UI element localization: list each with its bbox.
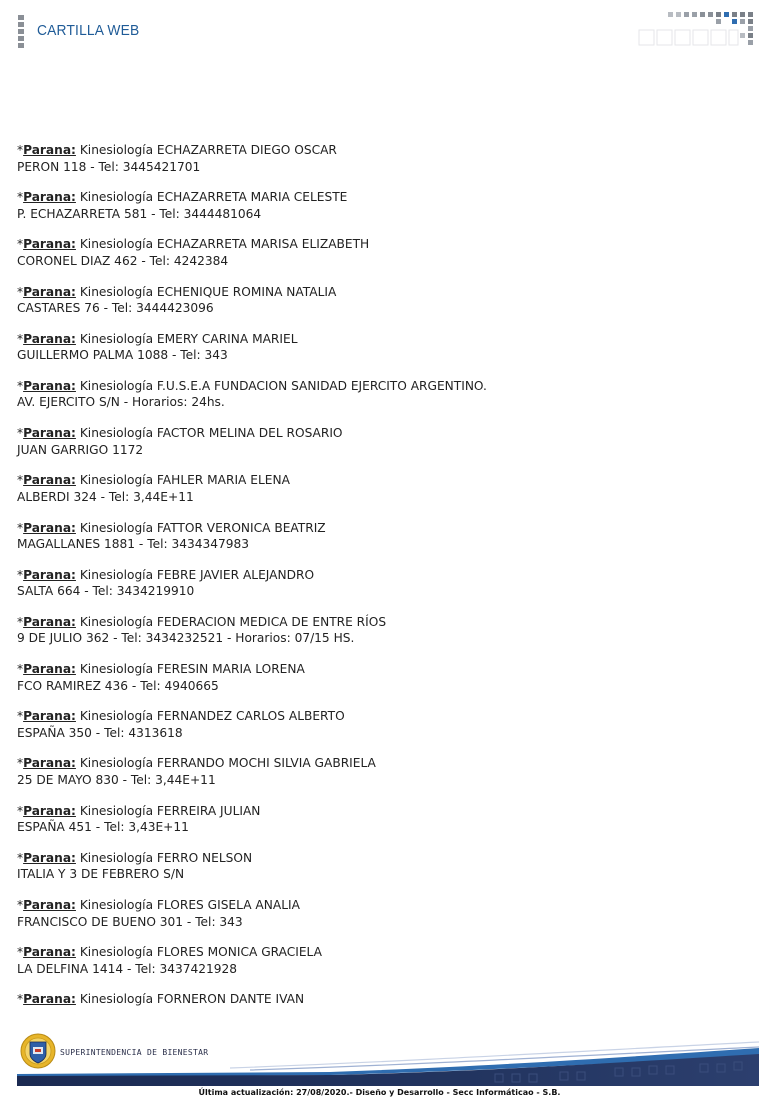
provider-address: 9 DE JULIO 362 - Tel: 3434232521 - Horarios: 07/15 HS. — [17, 631, 355, 646]
provider-address: AV. EJERCITO S/N - Horarios: 24hs. — [17, 395, 225, 410]
provider-name: FATTOR VERONICA BEATRIZ — [156, 520, 326, 535]
provider-city: Parana: — [23, 850, 76, 865]
provider-name: FERESIN MARIA LORENA — [156, 662, 305, 677]
provider-address: JUAN GARRIGO 1172 — [17, 442, 144, 457]
entry-marker: * — [17, 190, 24, 205]
provider-specialty: Kinesiología — [79, 378, 154, 393]
provider-entry — [17, 142, 737, 189]
provider-name: ECHAZARRETA MARISA ELIZABETH — [156, 237, 370, 252]
provider-entry — [17, 944, 737, 991]
provider-name: FLORES GISELA ANALIA — [156, 898, 300, 912]
provider-name: EMERY CARINA MARIEL — [156, 331, 298, 346]
provider-specialty: Kinesiología — [79, 898, 154, 912]
provider-heading — [17, 944, 737, 961]
provider-entry — [17, 472, 737, 519]
provider-city: Parana: — [23, 803, 76, 818]
entry-marker: * — [17, 992, 24, 1007]
provider-heading — [17, 520, 737, 537]
provider-specialty: Kinesiología — [79, 756, 154, 771]
provider-name: FEDERACION MEDICA DE ENTRE RÍOS — [156, 614, 387, 629]
provider-heading — [17, 755, 737, 772]
entry-marker: * — [17, 803, 24, 818]
provider-address: 25 DE MAYO 830 - Tel: 3,44E+11 — [17, 772, 216, 787]
provider-specialty: Kinesiología — [79, 473, 154, 488]
provider-entry — [17, 236, 737, 283]
provider-city: Parana: — [23, 378, 76, 393]
provider-heading — [17, 708, 737, 725]
provider-address: PERON 118 - Tel: 3445421701 — [17, 159, 201, 174]
provider-entry — [17, 378, 737, 425]
provider-heading — [17, 661, 737, 678]
entry-marker: * — [17, 378, 24, 393]
provider-heading — [17, 803, 737, 820]
provider-heading — [17, 897, 737, 914]
provider-city: Parana: — [23, 426, 76, 441]
provider-city: Parana: — [23, 709, 76, 724]
provider-address: FRANCISCO DE BUENO 301 - Tel: 343 — [17, 914, 243, 929]
provider-list — [17, 142, 737, 1039]
entry-marker: * — [17, 237, 24, 252]
provider-city: Parana: — [23, 898, 76, 912]
provider-heading — [17, 378, 737, 395]
provider-address: GUILLERMO PALMA 1088 - Tel: 343 — [17, 348, 228, 363]
provider-specialty: Kinesiología — [79, 992, 154, 1007]
last-updated-note: Última actualización: 27/08/2020.- Diseño y Desarrollo - Secc Informáticao - S.B. — [198, 1088, 561, 1097]
entry-marker: * — [17, 567, 24, 582]
provider-heading — [17, 850, 737, 867]
entry-marker: * — [17, 426, 24, 441]
provider-address: ITALIA Y 3 DE FEBRERO S/N — [17, 867, 185, 882]
provider-heading — [17, 614, 737, 631]
provider-address: CORONEL DIAZ 462 - Tel: 4242384 — [17, 253, 229, 268]
provider-entry — [17, 755, 737, 802]
entry-marker: * — [17, 520, 24, 535]
provider-specialty: Kinesiología — [79, 945, 154, 960]
entry-marker: * — [17, 143, 24, 157]
provider-heading — [17, 189, 737, 206]
page-header — [0, 0, 759, 60]
provider-city: Parana: — [23, 520, 76, 535]
provider-address: ESPAÑA 451 - Tel: 3,43E+11 — [17, 820, 189, 835]
provider-address: ESPAÑA 350 - Tel: 4313618 — [17, 725, 183, 740]
provider-specialty: Kinesiología — [79, 426, 154, 441]
provider-address: MAGALLANES 1881 - Tel: 3434347983 — [17, 537, 249, 551]
provider-specialty: Kinesiología — [79, 190, 154, 205]
entry-marker: * — [17, 709, 24, 724]
provider-address: CASTARES 76 - Tel: 3444423096 — [17, 301, 214, 316]
organization-name: SUPERINTENDENCIA DE BIENESTAR — [60, 1048, 209, 1057]
provider-heading — [17, 142, 737, 159]
page-footer — [0, 1028, 759, 1101]
provider-city: Parana: — [23, 237, 76, 252]
provider-name: FACTOR MELINA DEL ROSARIO — [156, 426, 343, 441]
provider-specialty: Kinesiología — [79, 284, 154, 299]
provider-entry — [17, 520, 737, 567]
brand-bar-icon — [18, 15, 25, 47]
provider-address: SALTA 664 - Tel: 3434219910 — [17, 584, 195, 599]
provider-city: Parana: — [23, 662, 76, 677]
entry-marker: * — [17, 756, 24, 771]
provider-city: Parana: — [23, 143, 76, 157]
provider-entry — [17, 567, 737, 614]
provider-name: FERNANDEZ CARLOS ALBERTO — [156, 709, 345, 724]
provider-entry — [17, 189, 737, 236]
provider-city: Parana: — [23, 567, 76, 582]
provider-entry — [17, 614, 737, 661]
institution-seal-icon — [20, 1032, 56, 1070]
provider-heading — [17, 472, 737, 489]
provider-name: ECHENIQUE ROMINA NATALIA — [156, 284, 337, 299]
provider-entry — [17, 803, 737, 850]
provider-specialty: Kinesiología — [79, 662, 154, 677]
provider-specialty: Kinesiología — [79, 850, 154, 865]
provider-specialty: Kinesiología — [79, 614, 154, 629]
provider-name: ECHAZARRETA MARIA CELESTE — [156, 190, 348, 205]
provider-heading — [17, 236, 737, 253]
provider-entry — [17, 284, 737, 331]
provider-city: Parana: — [23, 945, 76, 960]
provider-city: Parana: — [23, 614, 76, 629]
entry-marker: * — [17, 945, 24, 960]
provider-name: FAHLER MARIA ELENA — [156, 473, 290, 488]
entry-marker: * — [17, 850, 24, 865]
provider-address: LA DELFINA 1414 - Tel: 3437421928 — [17, 961, 238, 976]
provider-city: Parana: — [23, 331, 76, 346]
provider-specialty: Kinesiología — [79, 709, 154, 724]
provider-heading — [17, 567, 737, 584]
provider-city: Parana: — [23, 992, 76, 1007]
provider-heading — [17, 991, 737, 1008]
provider-city: Parana: — [23, 190, 76, 205]
entry-marker: * — [17, 284, 24, 299]
entry-marker: * — [17, 898, 24, 912]
provider-entry — [17, 897, 737, 944]
provider-name: FORNERON DANTE IVAN — [156, 992, 305, 1007]
provider-name: ECHAZARRETA DIEGO OSCAR — [156, 143, 337, 157]
provider-entry — [17, 425, 737, 472]
provider-heading — [17, 284, 737, 301]
provider-entry — [17, 708, 737, 755]
provider-name: FERRANDO MOCHI SILVIA GABRIELA — [156, 756, 376, 771]
provider-heading — [17, 331, 737, 348]
provider-specialty: Kinesiología — [79, 803, 154, 818]
provider-address: FCO RAMIREZ 436 - Tel: 4940665 — [17, 678, 219, 693]
provider-specialty: Kinesiología — [79, 567, 154, 582]
provider-name: F.U.S.E.A FUNDACION SANIDAD EJERCITO ARGENTINO. — [156, 378, 487, 393]
provider-entry — [17, 661, 737, 708]
provider-name: FLORES MONICA GRACIELA — [156, 945, 322, 960]
provider-city: Parana: — [23, 284, 76, 299]
provider-city: Parana: — [23, 756, 76, 771]
entry-marker: * — [17, 331, 24, 346]
provider-address: ALBERDI 324 - Tel: 3,44E+11 — [17, 489, 194, 504]
footer-wave-banner — [0, 1028, 759, 1088]
decorative-tile-pattern-icon — [636, 10, 759, 48]
provider-name: FERREIRA JULIAN — [156, 803, 261, 818]
provider-name: FEBRE JAVIER ALEJANDRO — [156, 567, 315, 582]
provider-entry — [17, 850, 737, 897]
provider-specialty: Kinesiología — [79, 237, 154, 252]
provider-name: FERRO NELSON — [156, 850, 253, 865]
entry-marker: * — [17, 662, 24, 677]
provider-city: Parana: — [23, 473, 76, 488]
provider-specialty: Kinesiología — [79, 520, 154, 535]
provider-address: P. ECHAZARRETA 581 - Tel: 3444481064 — [17, 206, 262, 221]
provider-heading — [17, 425, 737, 442]
provider-specialty: Kinesiología — [79, 143, 154, 157]
provider-entry — [17, 331, 737, 378]
entry-marker: * — [17, 614, 24, 629]
page-title: CARTILLA WEB — [37, 22, 140, 39]
entry-marker: * — [17, 473, 24, 488]
provider-specialty: Kinesiología — [79, 331, 154, 346]
